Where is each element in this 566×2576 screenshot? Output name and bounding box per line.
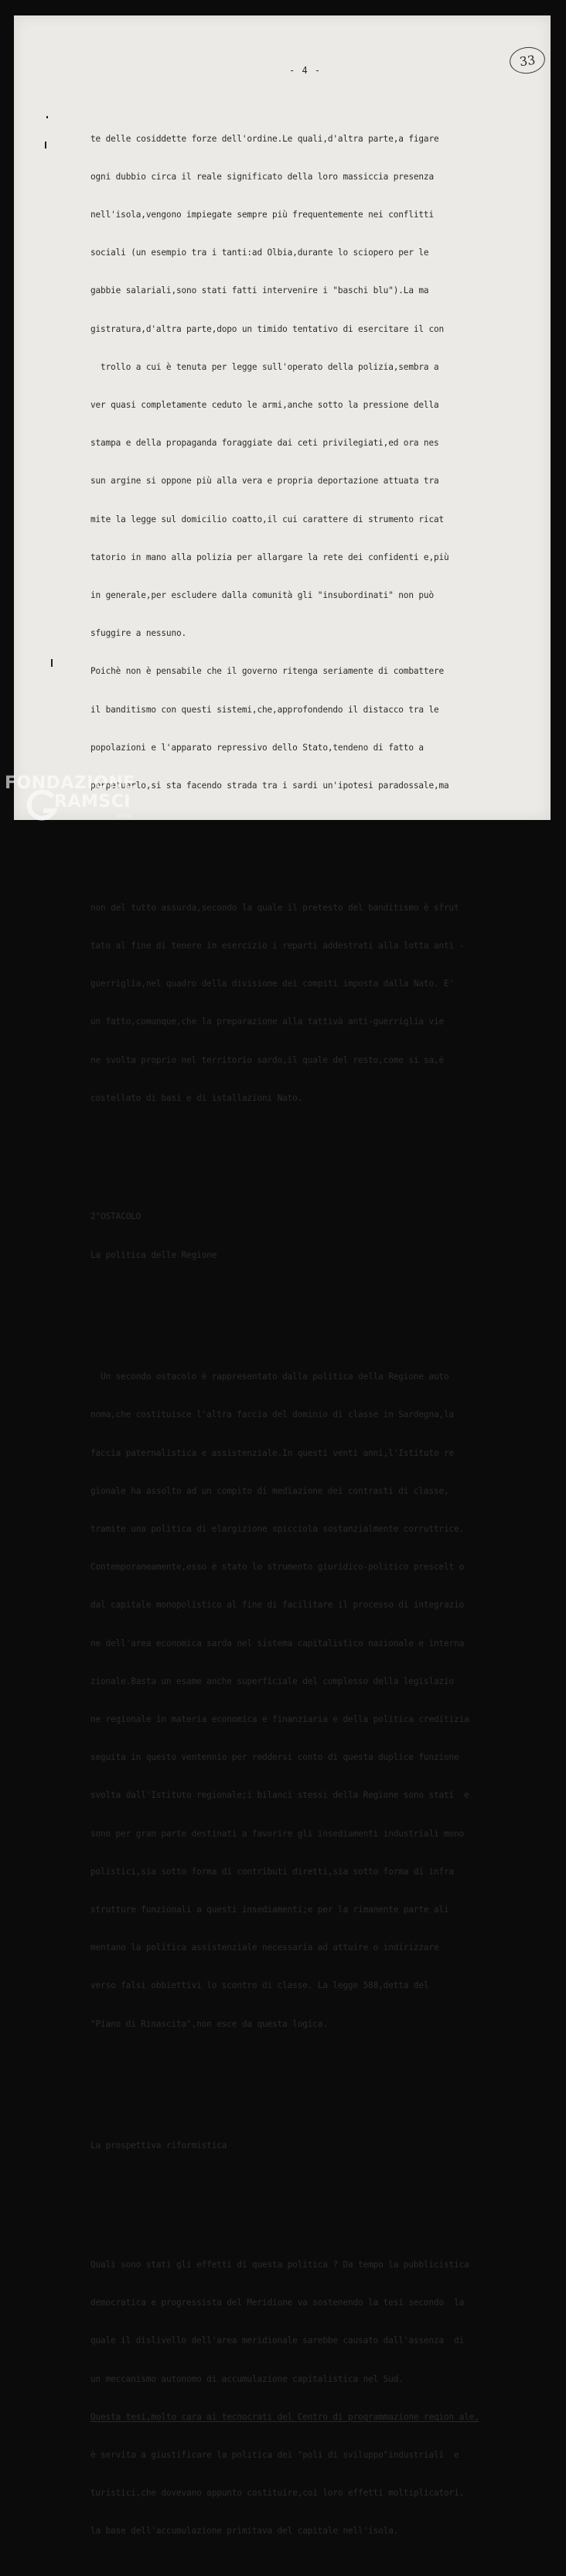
text-line: "Piano di Rinascita",non esce da questa logica. bbox=[90, 2018, 328, 2029]
text-line: stampa e della propaganda foraggiate dai ceti privilegiati,ed ora nes bbox=[90, 438, 439, 449]
text-line: la base dell'accumulazione primitava del capitale nell'isola. bbox=[90, 2526, 399, 2537]
paragraph-forces bbox=[90, 108, 493, 818]
text-line: svolta dall'Istituto regionale;i bilanci stessi della Regione sono stati e bbox=[90, 1790, 469, 1801]
text-line: sono per gran parte destinati a favorire gli insediamenti industriali mono bbox=[90, 1828, 465, 1839]
subsection-title: La prospettiva riformistica bbox=[90, 2140, 227, 2151]
margin-mark bbox=[46, 116, 48, 118]
text-line: ne dell'area economica sarda nel sistema capitalistico nazionale e interna bbox=[90, 1638, 465, 1648]
text-line: Un secondo ostacolo è rappresentato dalla politica della Regione auto bbox=[90, 1372, 449, 1382]
subsection-heading bbox=[90, 2115, 493, 2178]
text-line: te delle cosiddette forze dell'ordine.Le quali,d'altra parte,a figare bbox=[90, 133, 439, 144]
text-line: tramite una politica di elargizione spicciola sostanzialmente corruttrice. bbox=[90, 1524, 465, 1535]
text-line: sun argine si oppone più alla vera e propria deportazione attuata tra bbox=[90, 476, 439, 487]
text-line: ogni dubbio circa il reale significato della loro massiccia presenza bbox=[90, 171, 434, 182]
text-line: quale il dislivello dell'area meridionale sarebbe causato dall'assenza di bbox=[90, 2335, 465, 2346]
section-heading bbox=[90, 1186, 493, 1287]
text-line: strutture funzionali a questi insediamenti;e per la rimanente parte ali bbox=[90, 1905, 449, 1915]
text-line: è servita a giustificare la politica dei "poli di sviluppo"industriali e bbox=[90, 2449, 459, 2460]
text-line: Poichè non è pensabile che il governo ritenga seriamente di combattere bbox=[90, 666, 445, 677]
paragraph-riformistica bbox=[90, 2233, 493, 2563]
text-line: faccia paternalistica e assistenziale.In questi venti anni,l'Istituto re bbox=[90, 1447, 455, 1458]
text-line: democratica e progressista del Meridione va sostenendo la tesi secondo la bbox=[90, 2298, 465, 2308]
text-line: guerriglia,nel quadro della divisione dei compiti imposta dalla Nato. E' bbox=[90, 979, 455, 989]
text-line: gionale ha assolto ad un compito di mediazione dei contrasti di classe, bbox=[90, 1485, 449, 1496]
text-line: ne svolta proprio nel territorio sardo,il quale del resto,come si sa,è bbox=[90, 1054, 445, 1065]
paragraph-nato bbox=[90, 876, 493, 1130]
text-line: popolazioni e l'apparato repressivo dello Stato,tendeno di fatto a bbox=[90, 742, 424, 753]
section-title: La politica delle Regione bbox=[90, 1249, 217, 1260]
text-line: nell'isola,vengono impiegate sempre più frequentemente nei conflitti bbox=[90, 210, 434, 220]
text-line: gistratura,d'altra parte,dopo un timido tentativo di esercitare il con bbox=[90, 323, 445, 334]
text-line: turistici,che dovevano appunto costituire,coi loro effetti moltiplicatori, bbox=[90, 2488, 465, 2499]
archive-page-mark-number: 33 bbox=[518, 52, 537, 69]
text-line: mentano la politica assistenziale necessaria ad attuire o indirizzare bbox=[90, 1942, 439, 1953]
paragraph-regione bbox=[90, 1345, 493, 2055]
text-line: non del tutto assurda,secondo la quale il pretesto del banditismo è sfrut bbox=[90, 902, 459, 913]
margin-mark bbox=[51, 659, 53, 667]
margin-mark bbox=[45, 142, 46, 149]
watermark-suffix: onlus bbox=[116, 812, 133, 819]
text-line: dal capitale monopolistico al fine di facilitare il processo di integrazio bbox=[90, 1600, 465, 1611]
section-number: 2°OSTACOLO bbox=[90, 1211, 142, 1222]
fondazione-gramsci-watermark bbox=[2, 772, 156, 834]
text-line: trollo a cui è tenuta per legge sull'operato della polizia,sembra a bbox=[90, 361, 439, 372]
watermark-line1: FONDAZIONE bbox=[5, 774, 135, 793]
text-line: seguita in questo ventennio per reddersi conto di questa duplice funzione bbox=[90, 1752, 459, 1763]
text-line: ne regionale in materia economica e finanziaria e della politica creditizia bbox=[90, 1714, 469, 1725]
text-line: sfuggire a nessuno. bbox=[90, 628, 187, 639]
text-line: tato al fine di tenere in esercizio i reparti addestrati alla lotta anti - bbox=[90, 940, 465, 951]
page-number: - 4 - bbox=[289, 65, 322, 76]
archive-page-mark bbox=[508, 45, 547, 76]
text-line: il banditismo con questi sistemi,che,approfondendo il distacco tra le bbox=[90, 704, 439, 715]
text-line: noma,che costituisce l'altra faccia del dominio di classe in Sardegna,la bbox=[90, 1409, 455, 1420]
text-line: verso falsi obbiettivi lo scontro di classe. La legge 588,detta del bbox=[90, 1980, 429, 1991]
text-line: in generale,per escludere dalla comunità gli "insubordinati" non può bbox=[90, 590, 434, 601]
text-line: ver quasi completamente ceduto le armi,anche sotto la pressione della bbox=[90, 400, 439, 411]
text-line-underlined: Questa tesi,molto cara ai tecnocrati del Centro di programmazione region ale, bbox=[90, 2411, 479, 2422]
text-line: perpetuarlo,si sta facendo strada tra i sardi un'ipotesi paradossale,ma bbox=[90, 781, 449, 791]
text-line: tatorio in mano alla polizia per allargare la rete dei confidenti e,più bbox=[90, 552, 449, 562]
text-line: costellato di basi e di istallazioni Nato. bbox=[90, 1092, 303, 1103]
text-line: sociali (un esempio tra i tanti:ad Olbia,durante lo sciopero per le bbox=[90, 248, 429, 258]
text-line: mite la legge sul domicilio coatto,il cui carattere di strumento ricat bbox=[90, 514, 445, 524]
text-line: Quali sono stati gli effetti di questa politica ? Da tempo la pubblicistica bbox=[90, 2259, 469, 2270]
watermark-line2: RAMSCI bbox=[54, 792, 131, 811]
text-line: un fatto,comunque,che la preparazione alla tattivà anti-guerriglia vie bbox=[90, 1016, 445, 1027]
typed-text-body bbox=[90, 82, 493, 2576]
text-line: Contemporaneamente,esso è stato lo strumento giuridico-politico prescelt o bbox=[90, 1562, 465, 1573]
text-line: gabbie salariali,sono stati fatti intervenire i "baschi blu").La ma bbox=[90, 285, 429, 296]
text-line: polistici,sia sotto forma di contributi diretti,sia sotto forma di infra bbox=[90, 1866, 455, 1877]
text-line: zionale.Basta un esame anche superficiale del complesso della legislazio bbox=[90, 1676, 455, 1686]
text-line: un meccanismo autonomo di accumulazione capitalistica nel Sud. bbox=[90, 2373, 404, 2384]
